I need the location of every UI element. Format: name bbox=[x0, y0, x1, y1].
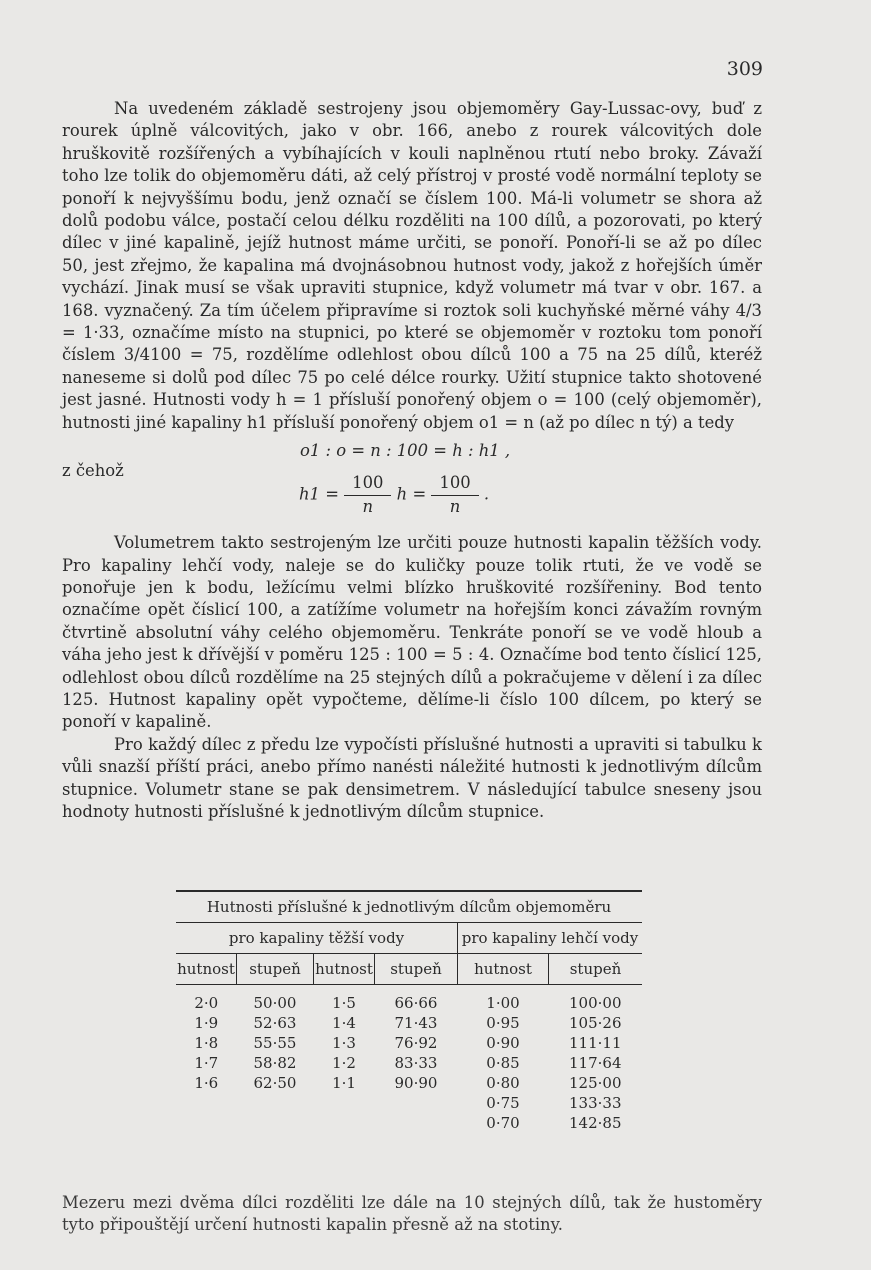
table-row bbox=[176, 1093, 642, 1113]
table-row bbox=[176, 1013, 642, 1033]
fraction-2 bbox=[431, 472, 478, 518]
table-cell: 1·6 bbox=[194, 1074, 219, 1092]
col-header-stupen: stupeň bbox=[549, 954, 643, 985]
footer-paragraph: Mezeru mezi dvěma dílci rozděliti lze dále na 10 stejných dílů, tak že hustoměry tyto připouštějí určení hutnosti kapalin přesně až na stotiny. bbox=[62, 1193, 762, 1235]
table-cell: 117·64 bbox=[569, 1054, 622, 1072]
table-cell: 0·90 bbox=[486, 1034, 520, 1052]
table-cell: 0·95 bbox=[486, 1014, 520, 1032]
table-cell: 1·4 bbox=[332, 1014, 356, 1032]
col-header-hutnost: hutnost bbox=[458, 954, 549, 985]
table-cell: 1·00 bbox=[486, 994, 520, 1012]
table-cell: 142·85 bbox=[569, 1114, 622, 1132]
table-cell: 1·5 bbox=[332, 994, 356, 1012]
table-cell: 1·2 bbox=[332, 1054, 356, 1072]
table-cell: 52·63 bbox=[253, 1014, 297, 1032]
table-cell bbox=[237, 1113, 314, 1133]
table-row bbox=[176, 1053, 642, 1073]
table-cell: 1·1 bbox=[332, 1074, 356, 1092]
table-cell: 105·26 bbox=[569, 1014, 622, 1032]
table-cell: 111·11 bbox=[569, 1034, 622, 1052]
table-cell: 125·00 bbox=[569, 1074, 622, 1092]
col-header-hutnost: hutnost bbox=[176, 954, 237, 985]
table-cell bbox=[314, 1093, 375, 1113]
table-cell: 71·43 bbox=[394, 1014, 438, 1032]
table-cell: 1·7 bbox=[194, 1054, 219, 1072]
formula-lhs: h1 = bbox=[299, 484, 339, 504]
fraction-1-numerator: 100 bbox=[344, 472, 391, 495]
table-caption: Hutnosti příslušné k jednotlivým dílcům objemoměru bbox=[176, 891, 642, 923]
body-text bbox=[62, 98, 762, 823]
table-row bbox=[176, 985, 642, 1014]
table-cell: 1·3 bbox=[332, 1034, 356, 1052]
table-cell bbox=[237, 1093, 314, 1113]
table-cell: 1·8 bbox=[194, 1034, 219, 1052]
fraction-2-numerator: 100 bbox=[431, 472, 478, 495]
formula-result bbox=[299, 472, 559, 528]
table-row bbox=[176, 1113, 642, 1133]
col-header-hutnost: hutnost bbox=[314, 954, 375, 985]
table-cell: 66·66 bbox=[394, 994, 438, 1012]
col-header-stupen: stupeň bbox=[237, 954, 314, 985]
paragraph-3: Pro každý dílec z předu lze vypočísti příslušné hutnosti a upraviti si tabulku k vůli snazší příští práci, anebo přímo nanésti náležité hutnosti k jednotlivým dílcům stupnice. Volumetr stane se pak densimetrem. V následující tabulce sneseny jsou hodnoty hutnosti příslušné k jednotlivým dílcům stupnice. bbox=[62, 734, 762, 821]
table-cell: 0·75 bbox=[486, 1094, 520, 1112]
table-cell bbox=[375, 1113, 458, 1133]
table-cell: 50·00 bbox=[253, 994, 297, 1012]
table-cell: 58·82 bbox=[253, 1054, 297, 1072]
table-row bbox=[176, 1073, 642, 1093]
formula-proportion: o1 : o = n : 100 = h : h1 , bbox=[300, 441, 511, 461]
table-cell: 0·80 bbox=[486, 1074, 520, 1092]
table-cell bbox=[176, 1093, 237, 1113]
table-cell bbox=[314, 1113, 375, 1133]
table-cell: 90·90 bbox=[394, 1074, 438, 1092]
paragraph-2: Volumetrem takto sestrojeným lze určiti pouze hutnosti kapalin těžších vody. Pro kapaliny lehčí vody, naleje se do kuličky pouze tolik rtuti, že ve vodě se ponořuje jen k bodu, ležícímu velmi blízko hruškovité rozšířeniny. Bod tento označíme opět číslicí 100, a zatížíme volumetr na hořejším konci závažím rovným čtvrtině absolutní váhy celého objemoměru. Tenkráte ponoří se ve vodě hloub a váha jeho jest k dřívější v poměru 125 : 100 = 5 : 4. Označíme bod tento číslicí 125, odlehlost obou dílců rozdělíme na 25 stejných dílů a pokračujeme v dělení i za dílec 125. Hutnost kapaliny opět vypočteme, dělíme-li číslo 100 dílcem, po který se ponoří v kapalině. bbox=[62, 533, 762, 732]
table-cell: 133·33 bbox=[569, 1094, 622, 1112]
table-cell bbox=[176, 1113, 237, 1133]
page-number: 309 bbox=[726, 58, 763, 80]
table-cell: 2·0 bbox=[194, 994, 219, 1012]
table-cell bbox=[375, 1093, 458, 1113]
fraction-1 bbox=[344, 472, 391, 518]
table-cell: 62·50 bbox=[253, 1074, 297, 1092]
group-heavy-header: pro kapaliny těžší vody bbox=[176, 923, 458, 954]
table-cell: 0·70 bbox=[486, 1114, 520, 1132]
zcehoz-label: z čehož bbox=[62, 461, 124, 481]
table-row bbox=[176, 1033, 642, 1053]
fraction-2-denominator: n bbox=[449, 496, 461, 516]
table-cell: 0·85 bbox=[486, 1054, 520, 1072]
table-cell: 1·9 bbox=[194, 1014, 219, 1032]
group-light-header: pro kapaliny lehčí vody bbox=[458, 923, 643, 954]
table-cell: 83·33 bbox=[394, 1054, 438, 1072]
paragraph-1: Na uvedeném základě sestrojeny jsou objemoměry Gay-Lussac-ovy, buď z rourek úplně válcovitých, jako v obr. 166, anebo z rourek válcovitých dole hruškovitě rozšířených a vybíhajících v kouli naplněnou rtutí nebo broky. Závaží toho lze tolik do objemoměru dáti, až celý přístroj v prosté vodě normální teploty se ponoří k nejvyššímu bodu, jenž označí se číslem 100. Má-li volumetr se shora až dolů podobu válce, postačí celou délku rozděliti na 100 dílů, a pozorovati, po který dílec v jiné kapalině, jejíž hutnost máme určiti, se ponoří. Ponoří-li se až po dílec 50, jest zřejmo, že kapalina má dvojnásobnou hutnost vody, jakož z hořejších úměr vychází. Jinak musí se však upraviti stupnice, když volumetr má tvar v obr. 167. a 168. vyznačený. Za tím účelem připravíme si roztok soli kuchyňské měrné váhy 4/3 = 1·33, označíme místo na stupnici, po které se objemoměr v roztoku tom ponoří číslem 3/4100 = 75, rozdělíme odlehlost obou dílců 100 a 75 na 25 dílů, kteréž naneseme si dolů pod dílec 75 po celé délce rourky. Užití stupnice takto shotovené jest jasné. Hutnosti vody h = 1 přísluší ponořený objem o = 100 (celý objemoměr), hutnosti jiné kapaliny h1 přísluší ponořený objem o1 = n (až po dílec n tý) a tedy bbox=[62, 99, 762, 432]
formula-end: . bbox=[483, 484, 490, 504]
col-header-stupen: stupeň bbox=[375, 954, 458, 985]
formula-block bbox=[62, 434, 762, 532]
fraction-1-denominator: n bbox=[362, 496, 374, 516]
density-table bbox=[176, 890, 642, 1133]
table-cell: 76·92 bbox=[394, 1034, 438, 1052]
table-cell: 100·00 bbox=[569, 994, 622, 1012]
table-cell: 55·55 bbox=[253, 1034, 297, 1052]
formula-mid: h = bbox=[396, 484, 427, 504]
